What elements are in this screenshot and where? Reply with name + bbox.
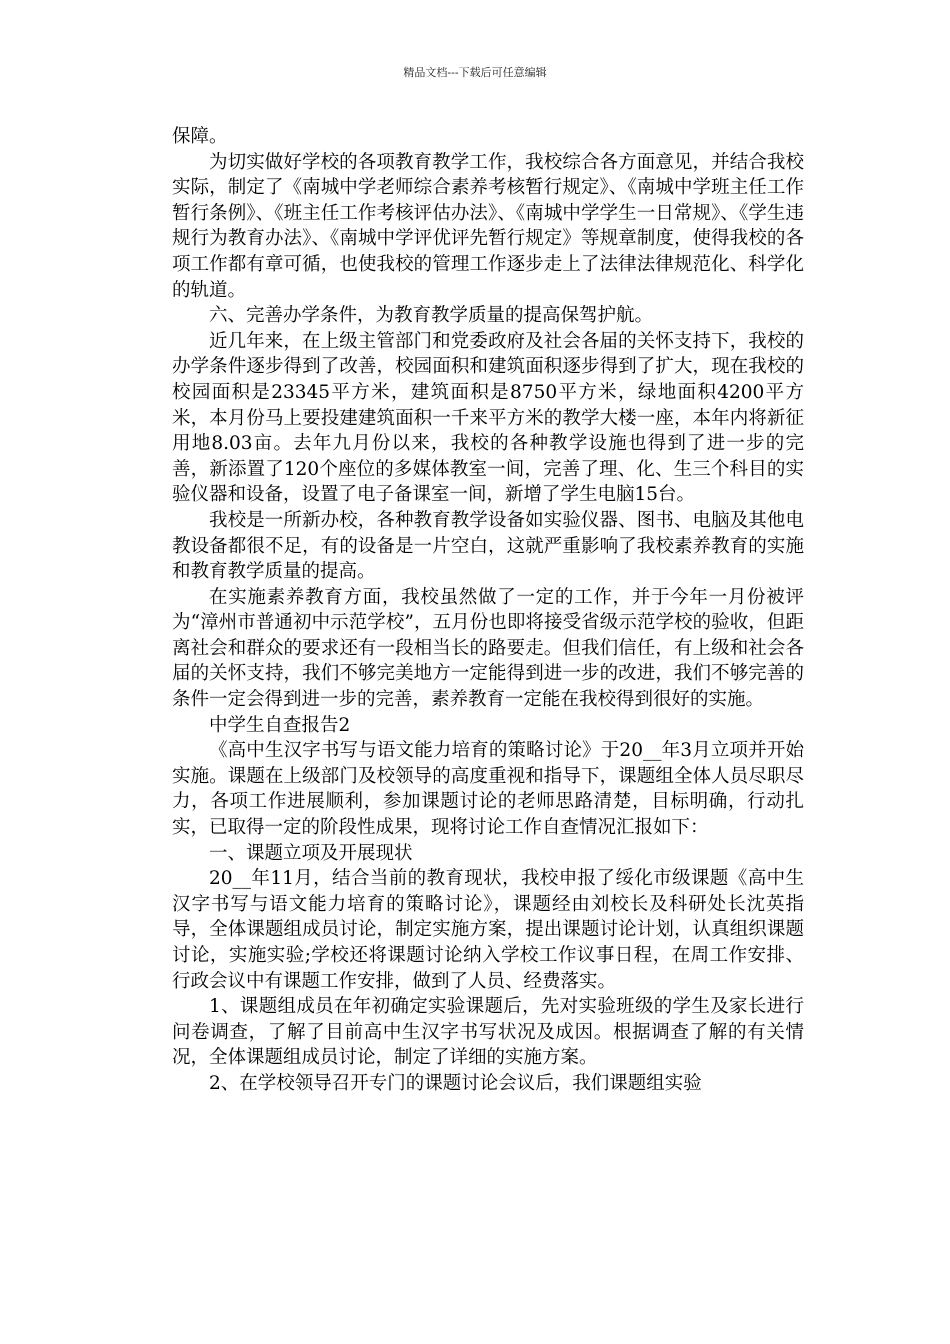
report-title: 中学生自查报告2 — [209, 714, 351, 736]
paragraph: 保障。 — [172, 126, 228, 147]
paragraph: 在实施素养教育方面，我校虽然做了一定的工作，并于今年一月份被评为“漳州市普通初中示范学校”，五月份也即将接受省级示范学校的验收，但距离社会和群众的要求还有一段相当长的路要走。但我们信任，有上级和社会各届的关怀支持，我们不够完美地方一定能得到进一步的改进，我们不够完善的条件一定会得到进一步的完善，素养教育一定能在我校得到很好的实施。 — [172, 586, 804, 711]
page-header: 精品文档---下载后可任意编辑 — [403, 66, 547, 79]
paragraph: 20__年11月，结合当前的教育现状，我校申报了绥化市级课题《高中生汉字书写与语文能力培育的策略讨论》，课题经由刘校长及科研处长沈英指导，全体课题组成员讨论，制定实施方案，提出课题讨论计划，认真组织课题讨论，实施实验;学校还将课题讨论纳入学校工作议事日程，在周工作安排、行政会议中有课题工作安排，做到了人员、经费落实。 — [172, 868, 804, 992]
paragraph: 1、课题组成员在年初确定实验课题后，先对实验班级的学生及家长进行问卷调查，了解了目前高中生汉字书写状况及成因。根据调查了解的有关情况，全体课题组成员讨论，制定了详细的实施方案。 — [172, 996, 804, 1069]
paragraph: 《高中生汉字书写与语文能力培育的策略讨论》于20__年3月立项并开始实施。课题在上级部门及校领导的高度重视和指导下，课题组全体人员尽职尽力，各项工作进展顺利，参加课题讨论的老师思路清楚，目标明确，行动扎实，已取得一定的阶段性成果，现将讨论工作自查情况汇报如下： — [172, 740, 804, 839]
section-heading: 六、完善办学条件，为教育教学质量的提高保驾护航。 — [209, 305, 654, 327]
paragraph: 为切实做好学校的各项教育教学工作，我校综合各方面意见，并结合我校实际，制定了《南城中学老师综合素养考核暂行规定》、《南城中学班主任工作暂行条例》、《班主任工作考核评估办法》、《南城中学学生一日常规》、《学生违规行为教育办法》、《南城中学评优评先暂行规定》等规章制度，使得我校的各项工作都有章可循，也使我校的管理工作逐步走上了法律法律规范化、科学化的轨道。 — [172, 151, 804, 301]
document-body — [172, 124, 804, 1097]
section-heading: 一、课题立项及开展现状 — [209, 842, 413, 864]
paragraph: 我校是一所新办校，各种教育教学设备如实验仪器、图书、电脑及其他电教设备都很不足，有的设备是一片空白，这就严重影响了我校素养教育的实施和教育教学质量的提高。 — [172, 509, 804, 583]
paragraph: 近几年来，在上级主管部门和党委政府及社会各届的关怀支持下，我校的办学条件逐步得到了改善，校园面积和建筑面积逐步得到了扩大，现在我校的校园面积是23345平方米，建筑面积是8750平方米，绿地面积4200平方米，本月份马上要投建建筑面积一千来平方米的教学大楼一座，本年内将新征用地8.03亩。去年九月份以来，我校的各种教学设施也得到了进一步的完善，新添置了120个座位的多媒体教室一间，完善了理、化、生三个科目的实验仪器和设备，设置了电子备课室一间，新增了学生电脑15台。 — [172, 330, 804, 506]
paragraph: 2、在学校领导召开专门的课题讨论会议后，我们课题组实验 — [209, 1072, 702, 1094]
